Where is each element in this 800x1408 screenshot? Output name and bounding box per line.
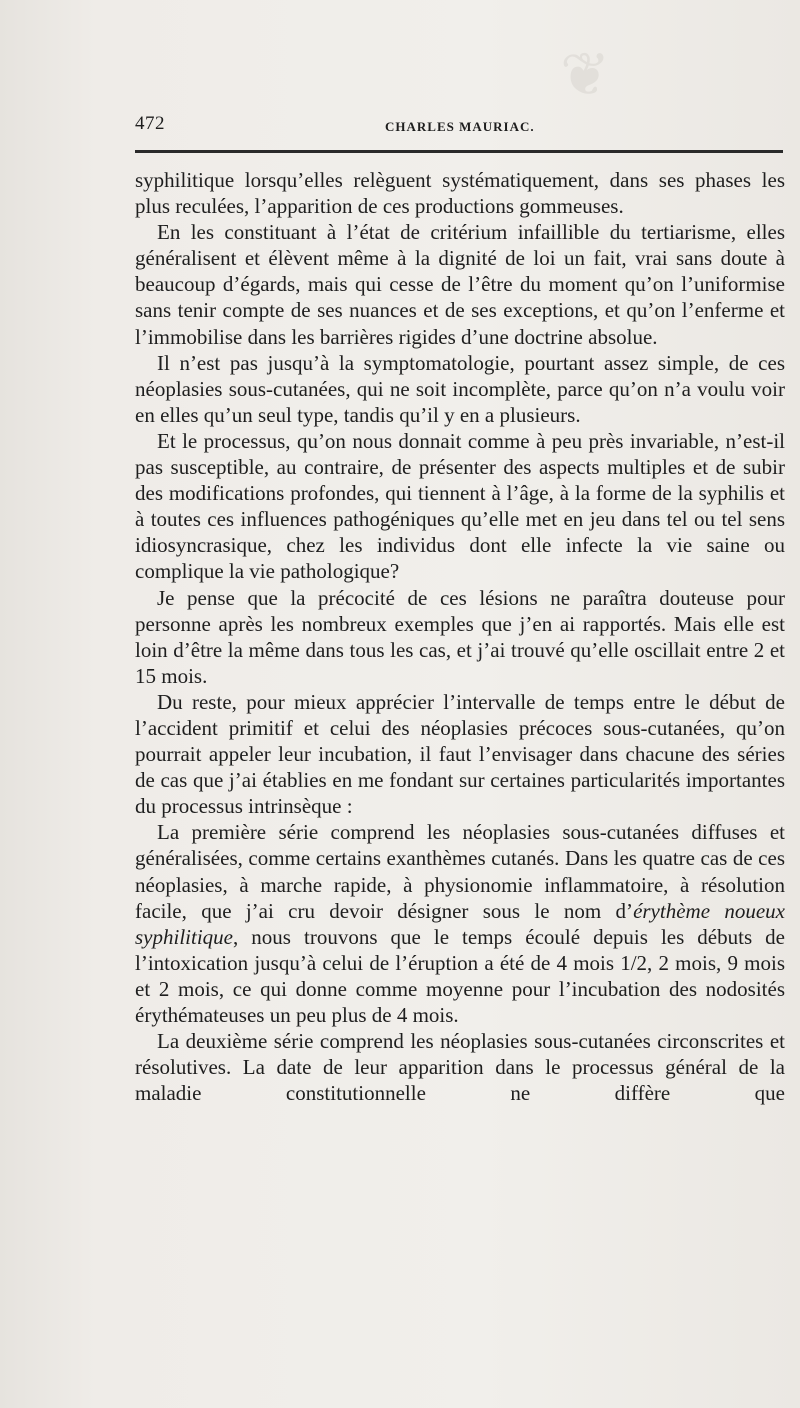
paragraph-7-start: La première série comprend les néoplasies sous-cutanées diffuses et généralisées, comme certains exanthèmes cutanés. Dans les quatre cas de ces néoplasies, à marche rapide, à physionomie inflammatoire, à résolution facile, que j’ai cru devoir désigner sous le nom d’ — [135, 820, 785, 923]
show-through-bleed: ❦ — [560, 40, 611, 110]
paragraph-2: En les constituant à l’état de critérium infaillible du tertiarisme, elles généralisent et élèvent même à la dignité de loi un fait, vrai sans doute à beaucoup d’égards, mais qui cesse de l’être du moment qu’on l’uniformise sans tenir compte de ses nuances et de ses exceptions, et qu’on l’enferme et l’immobilise dans les barrières rigides d’une doctrine absolue. — [135, 220, 785, 349]
paragraph-6: Du reste, pour mieux apprécier l’intervalle de temps entre le début de l’accident primitif et celui des néoplasies précoces sous-cutanées, qu’on pourrait appeler leur incubation, il faut l’envisager dans chacune des séries de cas que j’ai établies en me fondant sur certaines particularités importantes du processus intrinsèque : — [135, 689, 785, 819]
paragraph-1: syphilitique lorsqu’elles relèguent systématiquement, dans ses phases les plus reculées, l’apparition de ces productions gommeuses. — [135, 168, 785, 219]
paragraph-8: La deuxième série comprend les néoplasies sous-cutanées circonscrites et résolutives. La date de leur apparition dans le processus général de la maladie constitutionnelle ne diffère que — [135, 1029, 785, 1106]
paragraph-7-end: , nous trouvons que le temps écoulé depuis les débuts de l’intoxication jusqu’à celui de l’éruption a été de 4 mois 1/2, 2 mois, 9 mois et 2 mois, ce qui donne comme moyenne pour l’incubation des nodosités érythémateuses un peu plus de 4 mois. — [135, 924, 785, 1027]
italic-term: érythème noueux syphilitique — [135, 898, 785, 949]
paragraph-3: Il n’est pas jusqu’à la symptomatologie, pourtant assez simple, de ces néoplasies sous-cutanées, qui ne soit incomplète, parce qu’on n’a voulu voir en elles qu’un seul type, tandis qu’il y en a plusieurs. — [135, 350, 785, 427]
body-text — [135, 167, 785, 1106]
paragraph-7 — [135, 819, 785, 1028]
paragraph-5: Je pense que la précocité de ces lésions ne paraîtra douteuse pour personne après les nombreux exemples que j’en ai rapportés. Mais elle est loin d’être la même dans tous les cas, et j’ai trouvé qu’elle oscillait entre 2 et 15 mois. — [135, 585, 785, 688]
paragraph-4: Et le processus, qu’on nous donnait comme à peu près invariable, n’est-il pas susceptible, au contraire, de présenter des aspects multiples et de subir des modifications profondes, qui tiennent à l’âge, à la forme de la syphilis et à toutes ces influences pathogéniques qu’elle met en jeu dans tel ou tel sens idiosyncrasique, chez les individus dont elle infecte la vie saine ou complique la vie pathologique? — [135, 428, 785, 584]
running-head: CHARLES MAURIAC. — [385, 119, 535, 134]
page-header — [135, 113, 785, 139]
header-rule — [135, 150, 783, 153]
page-number: 472 — [135, 113, 165, 134]
